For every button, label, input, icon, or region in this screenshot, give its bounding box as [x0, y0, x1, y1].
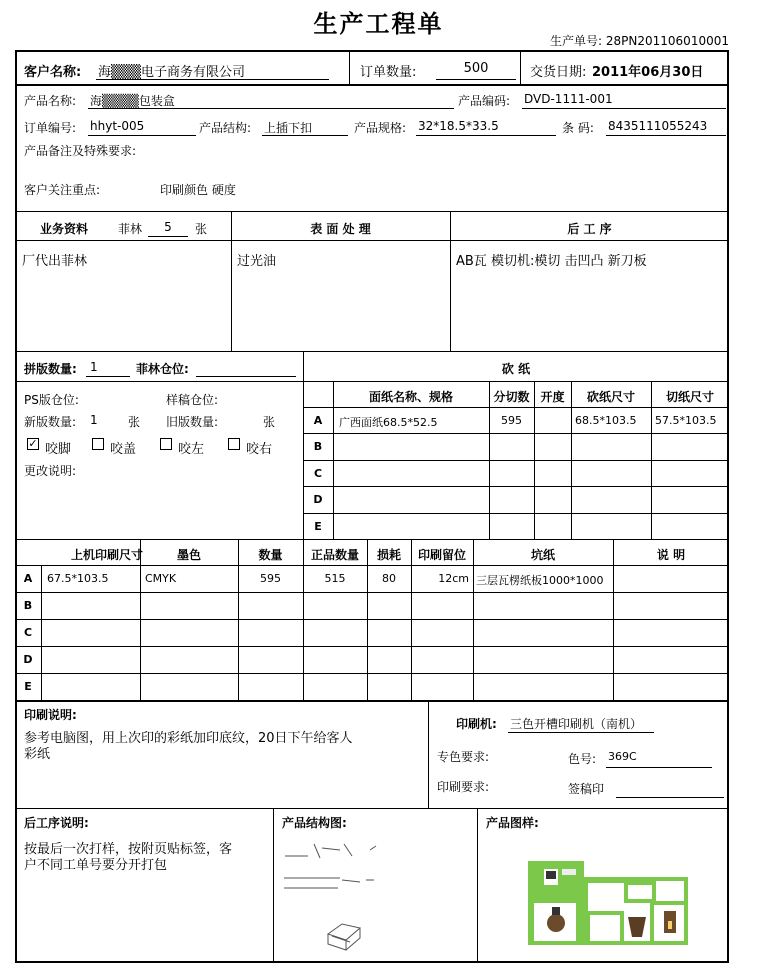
cutting-header: 开度: [540, 390, 565, 404]
divider: [15, 565, 729, 566]
print-cell: 515: [324, 572, 346, 585]
divider: [613, 539, 614, 700]
print-header: 损耗: [376, 548, 401, 562]
product-name-label: 产品名称:: [24, 94, 77, 108]
underline: [616, 797, 724, 798]
cutting-cell: 广西面纸68.5*52.5: [339, 416, 438, 429]
film-count: 5: [164, 220, 172, 234]
focus-label: 客户关注重点:: [24, 183, 101, 197]
divider: [349, 50, 350, 84]
product-name-value: 海▒▒▒▒包装盒: [90, 94, 175, 108]
product-code-label: 产品编码:: [458, 94, 511, 108]
divider: [367, 539, 368, 700]
structure-value: 上插下扣: [264, 121, 313, 135]
customer-value: 海▒▒▒电子商务有限公司: [98, 65, 245, 80]
cutting-row-letter: C: [313, 467, 323, 480]
form-frame: [15, 50, 729, 963]
print-header: 墨色: [176, 548, 201, 562]
divider: [303, 539, 304, 700]
divider: [15, 700, 729, 702]
underline: [416, 135, 556, 136]
cutting-row-letter: B: [313, 440, 323, 453]
underline: [88, 135, 196, 136]
print-row-letter: B: [23, 599, 33, 612]
bite-lid-label: 咬盖: [110, 442, 137, 457]
divider: [303, 433, 729, 434]
spec-value: 32*18.5*33.5: [418, 119, 499, 133]
cutting-header: 分切数: [493, 390, 530, 404]
print-row-letter: D: [23, 653, 33, 666]
post-process-heading: 后 工 序: [567, 222, 612, 236]
film-unit: 张: [195, 222, 208, 236]
underline: [86, 376, 130, 377]
order-code-value: hhyt-005: [90, 119, 145, 133]
structure-label: 产品结构:: [199, 121, 252, 135]
underline: [196, 376, 296, 377]
divider: [41, 565, 42, 700]
cutting-header: 面纸名称、规格: [368, 390, 453, 404]
new-plate-unit: 张: [128, 415, 141, 429]
underline: [88, 108, 454, 109]
underline: [262, 135, 348, 136]
cutting-cell: 595: [501, 414, 522, 427]
product-image-label: 产品图样:: [486, 816, 539, 830]
divider: [477, 808, 478, 963]
print-row-letter: C: [23, 626, 33, 639]
print-cell: 67.5*103.5: [47, 572, 109, 585]
product-image: [528, 857, 688, 949]
print-header: 印刷留位: [417, 548, 466, 562]
print-header: 坑纸: [530, 548, 555, 562]
product-code-value: DVD-1111-001: [524, 92, 613, 106]
color-no-value: 369C: [608, 750, 637, 763]
post-note-line2: 户不同工单号要分开打包: [24, 858, 168, 873]
sign-proof-label: 签稿印: [568, 782, 605, 796]
bite-right-checkbox[interactable]: [228, 438, 240, 450]
structure-diagram-label: 产品结构图:: [282, 816, 347, 830]
spot-color-label: 专色要求:: [437, 750, 490, 764]
divider: [303, 513, 729, 514]
print-row-letter: E: [24, 680, 32, 693]
divider: [303, 486, 729, 487]
divider: [15, 240, 729, 241]
print-header: 数量: [258, 548, 283, 562]
post-note-label: 后工序说明:: [24, 816, 89, 830]
cutting-cell: 68.5*103.5: [575, 414, 637, 427]
underline: [606, 135, 726, 136]
cutting-header: 砍纸尺寸: [586, 390, 635, 404]
underline: [508, 732, 654, 733]
new-plate-label: 新版数量:: [24, 415, 77, 429]
print-cell: 595: [260, 572, 281, 585]
customer-label: 客户名称:: [24, 65, 82, 80]
divider: [303, 407, 729, 408]
divider: [473, 539, 474, 700]
barcode-value: 8435111055243: [608, 119, 708, 133]
print-cell: 三层瓦楞纸板1000*1000: [476, 574, 604, 587]
print-note-line1: 参考电脑图，用上次印的彩纸加印底纹，20日下午给客人: [24, 731, 353, 746]
print-row-letter: A: [23, 572, 33, 585]
spec-label: 产品规格:: [354, 121, 407, 135]
order-code-label: 订单编号:: [24, 121, 77, 135]
divider: [15, 808, 729, 809]
remark-label: 产品备注及特殊要求:: [24, 144, 137, 158]
ps-position-label: PS版仓位:: [24, 393, 79, 407]
production-order-number: [550, 32, 729, 49]
focus-value: 印刷颜色 硬度: [160, 183, 236, 197]
divider: [303, 460, 729, 461]
post-note-line1: 按最后一次打样，按附页贴标签，客: [24, 842, 233, 857]
old-plate-label: 旧版数量:: [166, 415, 219, 429]
delivery-value: 2011年06月30日: [592, 65, 704, 80]
order-no-value: 28PN201106010001: [605, 34, 729, 48]
sample-position-label: 样稿仓位:: [166, 393, 219, 407]
qty-value: 500: [463, 61, 489, 76]
underline: [606, 767, 712, 768]
underline: [148, 236, 188, 237]
print-requirement-label: 印刷要求:: [437, 780, 490, 794]
cutting-row-letter: E: [314, 520, 322, 533]
bite-right-label: 咬右: [246, 442, 273, 457]
color-no-label: 色号:: [568, 752, 597, 766]
print-cell: CMYK: [145, 572, 177, 585]
divider: [15, 381, 729, 382]
delivery-label: 交货日期:: [530, 65, 587, 80]
cutting-row-letter: D: [313, 493, 323, 506]
print-note-label: 印刷说明:: [24, 708, 77, 722]
underline: [96, 79, 329, 80]
divider: [428, 700, 429, 808]
divider: [15, 646, 729, 647]
business-text: 厂代出菲林: [22, 254, 88, 269]
bite-left-checkbox[interactable]: [160, 438, 172, 450]
divider: [273, 808, 274, 963]
print-machine-label: 印刷机:: [456, 717, 497, 731]
divider: [15, 619, 729, 620]
bite-foot-checkbox[interactable]: ✓: [28, 437, 38, 450]
print-machine-value: 三色开槽印刷机（南机）: [510, 717, 643, 731]
document-title: 生产工程单: [313, 10, 444, 38]
barcode-label: 条 码:: [562, 121, 594, 135]
print-cell: 12cm: [438, 572, 469, 585]
imposition-value: 1: [90, 360, 98, 374]
cutting-row-letter: A: [313, 414, 323, 427]
surface-text: 过光油: [237, 254, 277, 269]
business-label: 业务资料: [40, 222, 89, 236]
print-cell: 80: [382, 572, 396, 585]
imposition-label: 拼版数量:: [24, 362, 77, 376]
divider: [140, 539, 141, 700]
divider: [15, 673, 729, 674]
qty-label: 订单数量:: [360, 65, 417, 80]
new-plate-value: 1: [90, 413, 98, 427]
print-header: 上机印刷尺寸: [70, 548, 143, 562]
cutting-cell: 57.5*103.5: [655, 414, 717, 427]
print-header: 正品数量: [310, 548, 359, 562]
cutting-title: 砍 纸: [501, 362, 531, 376]
print-note-line2: 彩纸: [24, 747, 51, 762]
old-plate-unit: 张: [263, 415, 276, 429]
post-process-text: AB瓦 模切机:模切 击凹凸 新刀板: [456, 254, 647, 269]
cutting-header: 切纸尺寸: [665, 390, 714, 404]
divider: [238, 539, 239, 700]
underline: [522, 108, 726, 109]
print-header: 说 明: [656, 548, 686, 562]
divider: [15, 592, 729, 593]
divider: [15, 211, 729, 212]
bite-foot-label: 咬脚: [45, 442, 72, 457]
divider: [15, 539, 729, 540]
film-position-label: 菲林仓位:: [136, 362, 189, 376]
underline: [436, 79, 516, 80]
divider: [15, 351, 729, 352]
divider: [520, 50, 521, 84]
divider: [411, 539, 412, 700]
surface-heading: 表 面 处 理: [310, 222, 371, 236]
bite-lid-checkbox[interactable]: [92, 438, 104, 450]
divider: [15, 84, 729, 86]
order-no-label: 生产单号:: [550, 34, 603, 48]
film-label: 菲林: [118, 222, 143, 236]
change-note-label: 更改说明:: [24, 464, 77, 478]
bite-left-label: 咬左: [178, 442, 205, 457]
structure-diagram: [280, 836, 470, 956]
